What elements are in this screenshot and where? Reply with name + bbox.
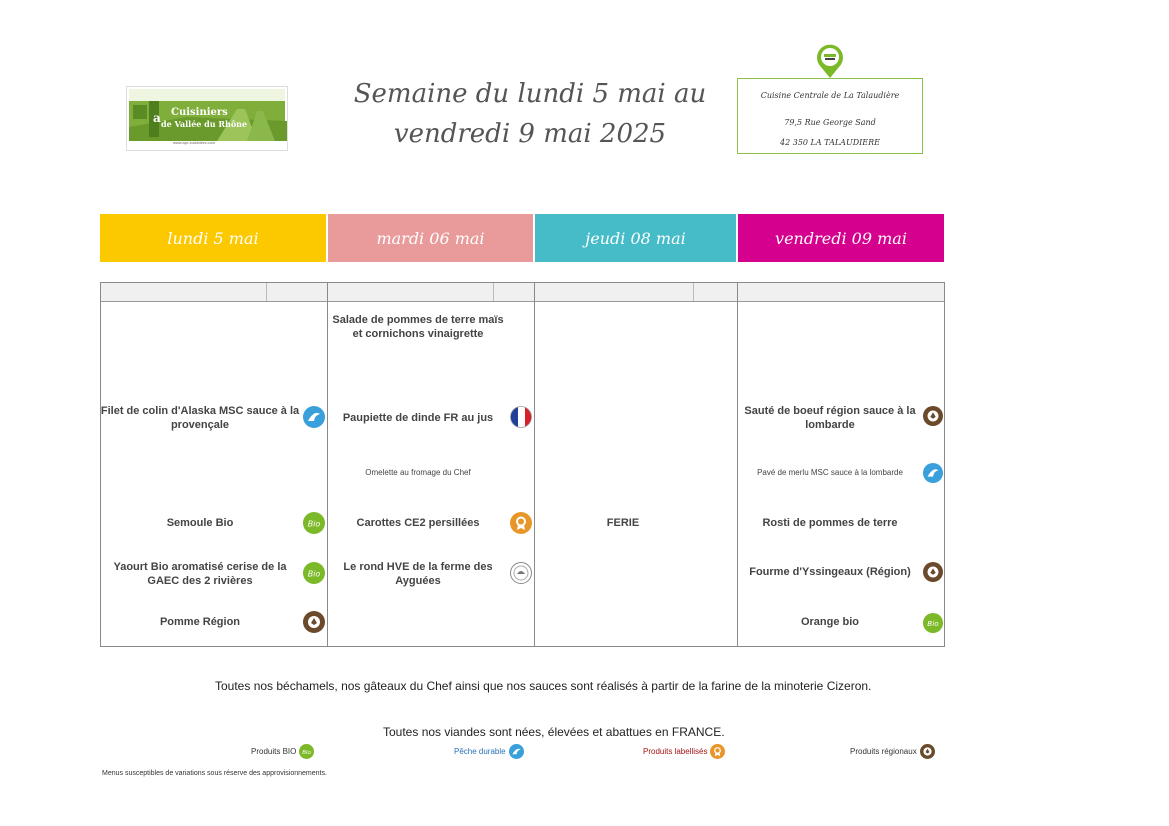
regional-icon bbox=[923, 406, 943, 426]
logo bbox=[126, 86, 288, 151]
legend-region bbox=[850, 744, 935, 759]
menu-item-mardi-dairy: Le rond HVE de la ferme des Ayguées bbox=[343, 561, 493, 587]
menu-item-vendredi-dessert: Orange bio bbox=[800, 616, 860, 628]
subheader-divider bbox=[266, 283, 267, 301]
day-label: vendredi 09 mai bbox=[775, 228, 907, 248]
disclaimer: Menus susceptibles de variations sous réserve des approvisionnements. bbox=[102, 770, 327, 777]
menu-item-mardi-main: Paupiette de dinde FR au jus bbox=[342, 412, 494, 424]
bio-icon bbox=[923, 613, 943, 633]
menu-item-mardi-starter: Salade de pommes de terre maïs et cornichons vinaigrette bbox=[332, 314, 504, 340]
legend-label bbox=[643, 744, 725, 759]
day-header-jeudi bbox=[535, 214, 736, 262]
column-divider bbox=[534, 282, 535, 647]
address-line1: Cuisine Centrale de La Talaudière bbox=[760, 91, 900, 100]
day-header-mardi bbox=[328, 214, 533, 262]
day-label: jeudi 08 mai bbox=[585, 228, 686, 248]
regional-icon bbox=[303, 611, 325, 633]
logo-name-line1: Cuisiniers bbox=[171, 107, 228, 118]
page-title: Semaine du lundi 5 mai au vendredi 9 mai 2025 bbox=[353, 79, 707, 149]
day-label: lundi 5 mai bbox=[167, 228, 259, 248]
logo-name-line2: de Vallée du Rhône bbox=[161, 119, 248, 129]
sustainable-fishing-icon bbox=[509, 744, 524, 759]
menu-item-vendredi-alt: Pavé de merlu MSC sauce à la lombarde bbox=[757, 468, 903, 477]
address-line2: 79,5 Rue George Sand bbox=[784, 118, 876, 127]
meat-note: Toutes nos viandes sont nées, élevées et abattues en FRANCE. bbox=[383, 725, 725, 739]
column-divider bbox=[737, 282, 738, 647]
svg-text:Bio: Bio bbox=[307, 519, 321, 529]
label-icon bbox=[710, 744, 725, 759]
menu-item-lundi-dessert: Pomme Région bbox=[159, 616, 241, 628]
menu-item-jeudi-ferie: FERIE bbox=[606, 517, 640, 529]
menu-table bbox=[100, 282, 945, 647]
legend-bio-label: Produits BIO bbox=[251, 747, 297, 756]
menu-item-mardi-side: Carottes CE2 persillées bbox=[356, 517, 480, 529]
menu-item-vendredi-dairy: Fourme d'Yssingeaux (Région) bbox=[749, 566, 911, 578]
legend-peche-label: Pêche durable bbox=[454, 747, 506, 756]
bio-icon bbox=[299, 744, 314, 759]
french-flag-icon bbox=[510, 406, 532, 428]
mon-restaurant-badge-icon bbox=[815, 43, 845, 79]
hve-icon bbox=[510, 562, 532, 584]
flour-note: Toutes nos béchamels, nos gâteaux du Chef ainsi que nos sauces sont réalisés à partir de la farine de la minoterie Cizeron. bbox=[215, 679, 872, 693]
menu-item-mardi-alt: Omelette au fromage du Chef bbox=[365, 468, 471, 477]
subheader-divider bbox=[493, 283, 494, 301]
day-label: mardi 06 mai bbox=[376, 228, 485, 248]
menu-item-vendredi-main: Sauté de boeuf région sauce à la lombarde bbox=[744, 405, 916, 431]
menu-item-lundi-side: Semoule Bio bbox=[166, 517, 234, 529]
bio-icon bbox=[303, 562, 325, 584]
day-header-lundi bbox=[100, 214, 326, 262]
svg-text:Bio: Bio bbox=[927, 619, 939, 629]
menu-item-lundi-dairy: Yaourt Bio aromatisé cerise de la GAEC des 2 rivières bbox=[113, 561, 287, 587]
regional-icon bbox=[923, 562, 943, 582]
day-header-vendredi bbox=[738, 214, 944, 262]
menu-item-lundi-main: Filet de colin d'Alaska MSC sauce à la provençale bbox=[100, 405, 300, 431]
svg-text:Bio: Bio bbox=[302, 749, 312, 756]
table-subheader bbox=[101, 283, 944, 302]
legend-bio bbox=[251, 744, 314, 759]
logo-url: www.apr-cuisiniers.com bbox=[173, 140, 216, 145]
legend-peche bbox=[454, 744, 524, 759]
logo-symbol: a bbox=[153, 111, 161, 125]
legend-label-label: Produits labellisés bbox=[643, 747, 708, 756]
column-divider bbox=[327, 282, 328, 647]
svg-text:Bio: Bio bbox=[307, 569, 321, 579]
bio-icon bbox=[303, 512, 325, 534]
subheader-divider bbox=[693, 283, 694, 301]
sustainable-fishing-icon bbox=[303, 406, 325, 428]
sustainable-fishing-icon bbox=[923, 463, 943, 483]
address-box bbox=[737, 78, 923, 154]
label-icon bbox=[510, 512, 532, 534]
legend-region-label: Produits régionaux bbox=[850, 747, 917, 756]
regional-icon bbox=[920, 744, 935, 759]
address-line3: 42 350 LA TALAUDIERE bbox=[780, 138, 880, 147]
menu-item-vendredi-side: Rosti de pommes de terre bbox=[762, 517, 898, 529]
